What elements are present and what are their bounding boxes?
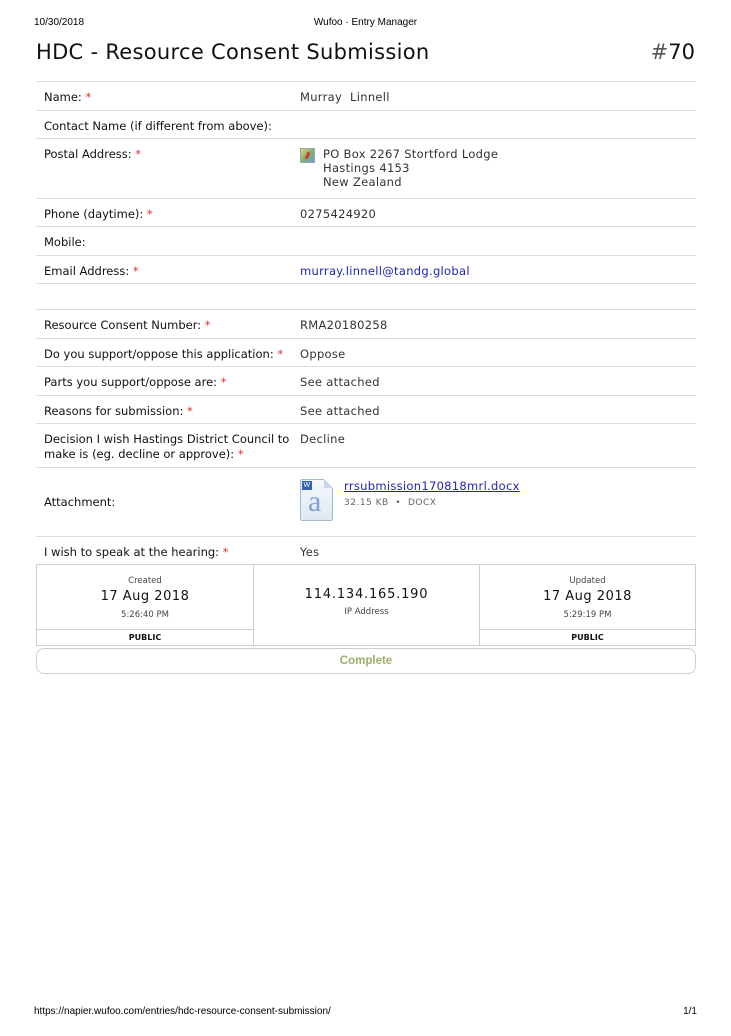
field-label: I wish to speak at the hearing: * <box>44 545 229 559</box>
field-row-postal-address <box>36 139 696 199</box>
word-document-icon[interactable]: W a <box>300 479 333 521</box>
field-row-decision <box>36 424 696 468</box>
field-row-contact-name <box>36 111 696 139</box>
field-value-speak: Yes <box>300 545 320 559</box>
created-info <box>37 565 254 646</box>
entry-hash: # <box>650 40 669 64</box>
required-marker: * <box>277 347 284 361</box>
field-value-reasons: See attached <box>300 404 380 418</box>
print-page-title: Wufoo · Entry Manager <box>313 17 418 28</box>
field-value-decision: Decline <box>300 432 346 446</box>
section-spacer <box>36 284 696 310</box>
attachment-file-meta: 32.15 KB • DOCX <box>344 498 437 508</box>
field-label: Attachment: <box>44 495 116 509</box>
field-value-parts: See attached <box>300 375 380 389</box>
attachment-file-link[interactable]: rrsubmission170818mrl.docx <box>344 479 520 493</box>
print-date: 10/30/2018 <box>34 17 85 28</box>
required-marker: * <box>135 147 142 161</box>
attachment-file <box>344 479 520 493</box>
entry-meta-panel <box>36 564 696 646</box>
required-marker: * <box>237 447 244 461</box>
field-row-mobile <box>36 227 696 256</box>
created-label: Created <box>128 576 162 586</box>
entry-fields <box>36 81 696 565</box>
address-line: New Zealand <box>323 175 402 189</box>
field-value-support-oppose: Oppose <box>300 347 346 361</box>
field-label: Reasons for submission: * <box>44 404 193 418</box>
field-value-postal-address <box>300 147 680 191</box>
print-header <box>34 17 697 31</box>
field-label: Parts you support/oppose are: * <box>44 375 227 389</box>
field-row-consent-number <box>36 310 696 339</box>
field-value-consent-number: RMA20180258 <box>300 318 388 332</box>
email-link[interactable]: murray.linnell@tandg.global <box>300 264 470 278</box>
field-row-support-oppose <box>36 339 696 367</box>
field-label: Contact Name (if different from above): <box>44 119 272 133</box>
created-time: 5:26:40 PM <box>121 610 169 620</box>
field-label: Email Address: * <box>44 264 139 278</box>
address-line: PO Box 2267 Stortford Lodge <box>323 147 499 161</box>
updated-date: 17 Aug 2018 <box>543 589 632 604</box>
updated-info <box>479 565 695 646</box>
print-url: https://napier.wufoo.com/entries/hdc-resource-consent-submission/ <box>34 1006 331 1017</box>
field-label: Mobile: <box>44 235 86 249</box>
field-row-attachment <box>36 468 696 537</box>
print-footer <box>34 1006 697 1020</box>
field-label: Phone (daytime): * <box>44 207 153 221</box>
required-marker: * <box>204 318 211 332</box>
field-label: Postal Address: * <box>44 147 142 161</box>
map-icon[interactable] <box>300 148 315 163</box>
entry-number-value: 70 <box>668 40 695 64</box>
field-value-email <box>300 264 470 278</box>
updated-visibility: PUBLIC <box>480 629 695 646</box>
field-row-email <box>36 256 696 284</box>
form-title: HDC - Resource Consent Submission <box>36 40 430 64</box>
field-label: Resource Consent Number: * <box>44 318 211 332</box>
required-marker: * <box>222 545 229 559</box>
address-lines <box>323 147 498 189</box>
updated-label: Updated <box>569 576 606 586</box>
field-row-parts <box>36 367 696 396</box>
required-marker: * <box>187 404 193 418</box>
required-marker: * <box>146 207 153 221</box>
field-row-name <box>36 82 696 111</box>
field-row-reasons <box>36 396 696 424</box>
status-badge[interactable]: Complete <box>36 648 696 674</box>
ip-address: 114.134.165.190 <box>304 587 429 602</box>
created-date: 17 Aug 2018 <box>100 589 190 604</box>
field-value-phone: 0275424920 <box>300 207 377 221</box>
ip-address-label: IP Address <box>344 607 389 617</box>
created-visibility: PUBLIC <box>37 629 253 646</box>
field-value-name: Murray Linnell <box>300 90 390 104</box>
field-label: Name: * <box>44 90 92 104</box>
ip-info <box>254 565 479 646</box>
field-row-phone <box>36 199 696 227</box>
updated-time: 5:29:19 PM <box>563 610 612 620</box>
print-page-number: 1/1 <box>683 1006 697 1017</box>
required-marker: * <box>220 375 227 389</box>
address-line: Hastings 4153 <box>323 161 410 175</box>
entry-title-bar <box>36 40 695 70</box>
field-label: Do you support/oppose this application: * <box>44 347 284 361</box>
field-row-speak <box>36 537 696 565</box>
required-marker: * <box>132 264 139 278</box>
field-value-attachment <box>300 479 600 523</box>
field-label: Decision I wish Hastings District Council to make is (eg. decline or approve): * <box>44 432 290 461</box>
required-marker: * <box>85 90 92 104</box>
entry-number <box>651 40 695 64</box>
